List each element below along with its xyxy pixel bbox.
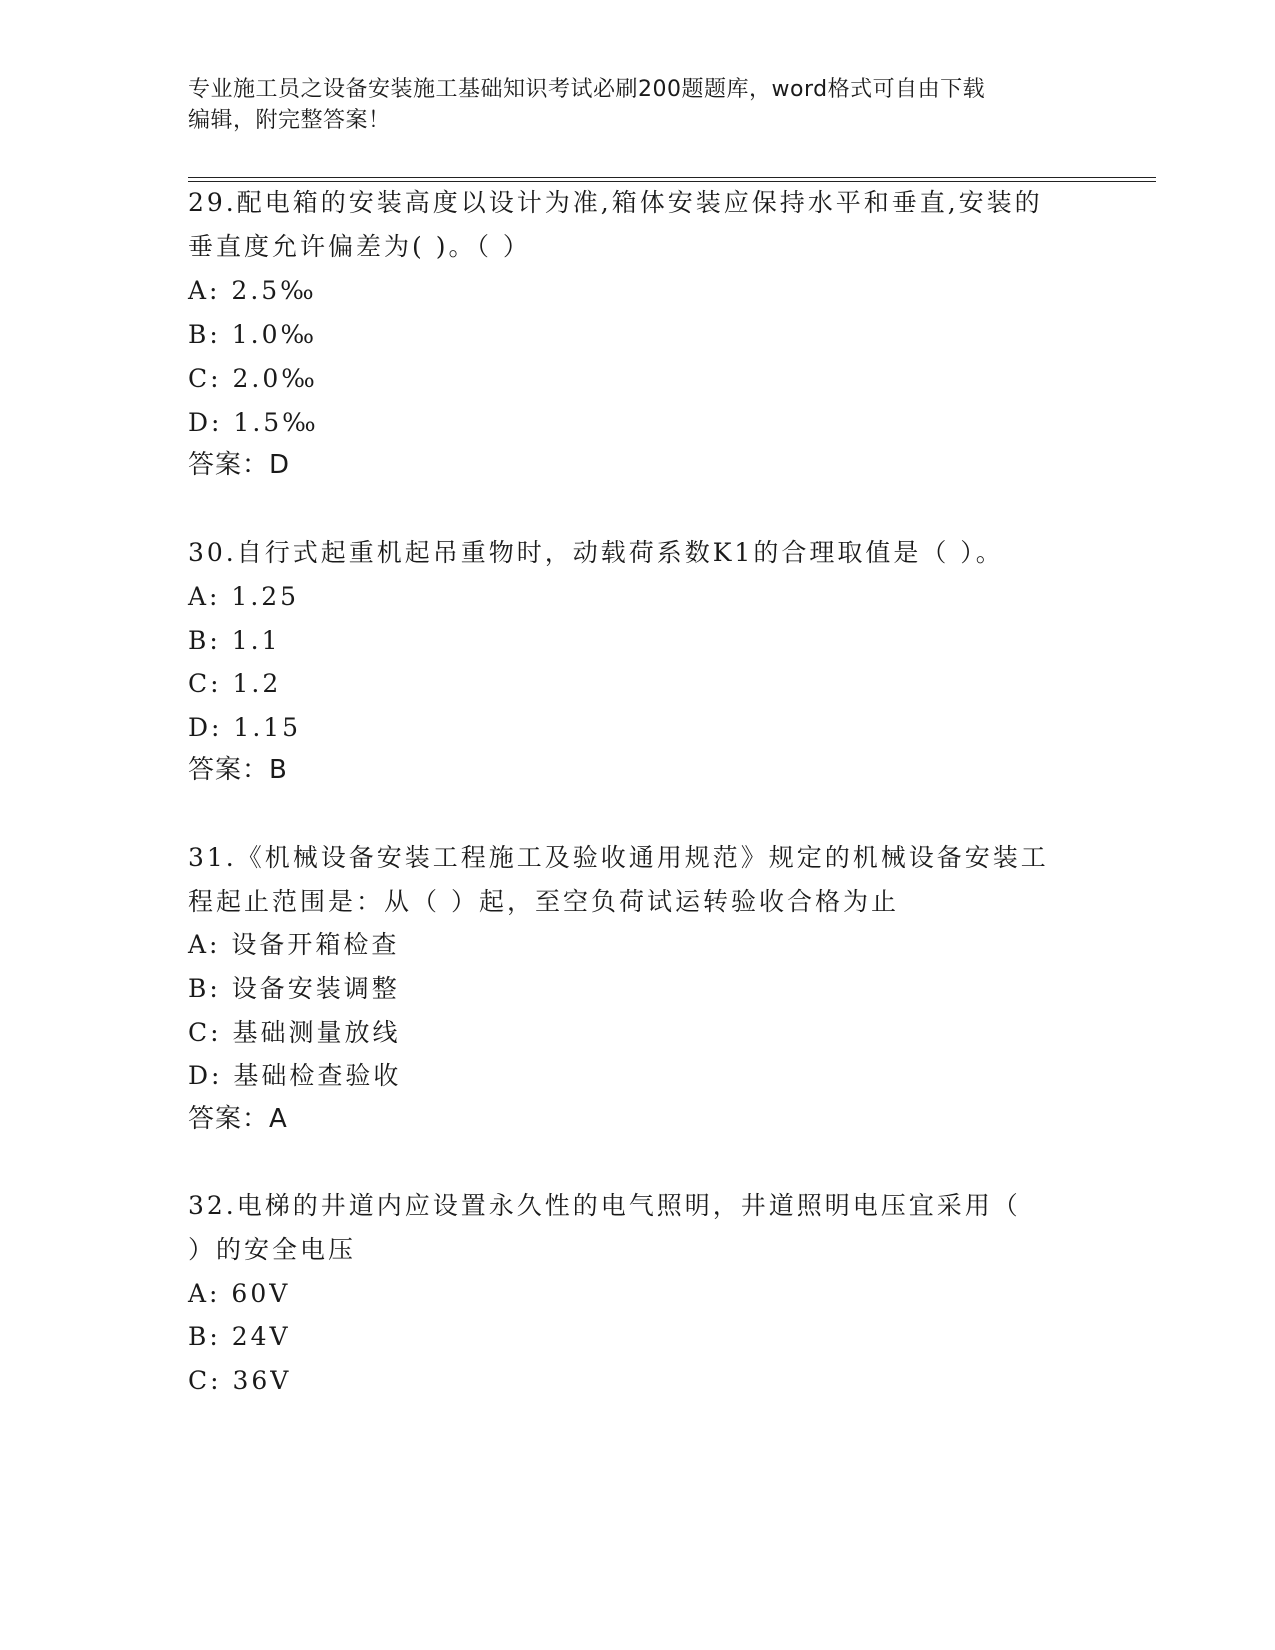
question-31-answer: 答案：A <box>188 1104 288 1134</box>
question-29-answer: 答案：D <box>188 450 291 480</box>
document-header <box>188 74 1068 136</box>
question-32-option-c: C: 36V <box>188 1366 292 1395</box>
question-30-option-b: B: 1.1 <box>188 626 281 655</box>
question-31-option-a: A: 设备开箱检查 <box>188 930 400 959</box>
question-32-stem-line-1: 32.电梯的井道内应设置永久性的电气照明，井道照明电压宜采用（ <box>188 1191 1021 1220</box>
question-29-option-c: C: 2.0‰ <box>188 364 318 393</box>
question-29-stem-line-1: 29.配电箱的安装高度以设计为准,箱体安装应保持水平和垂直,安装的 <box>188 188 1043 217</box>
question-30-stem-line-1: 30.自行式起重机起吊重物时，动载荷系数K1的合理取值是（ ）。 <box>188 538 1004 567</box>
question-32-option-b: B: 24V <box>188 1322 291 1351</box>
question-29-option-d: D: 1.5‰ <box>188 408 319 437</box>
question-31-option-c: C: 基础测量放线 <box>188 1018 401 1047</box>
question-29-option-b: B: 1.0‰ <box>188 320 318 349</box>
header-line-1: 专业施工员之设备安装施工基础知识考试必刷200题题库，word格式可自由下载 <box>188 77 986 102</box>
question-30-answer: 答案：B <box>188 755 288 785</box>
question-30-option-d: D: 1.15 <box>188 713 302 742</box>
question-30-option-c: C: 1.2 <box>188 669 282 698</box>
question-31-stem-line-2: 程起止范围是：从（ ）起，至空负荷试运转验收合格为止 <box>188 887 899 916</box>
header-line-2: 编辑，附完整答案！ <box>188 108 391 133</box>
question-32-stem-line-2: ）的安全电压 <box>188 1235 357 1264</box>
question-32-option-a: A: 60V <box>188 1279 291 1308</box>
question-29-stem-line-2: 垂直度允许偏差为( )。（ ） <box>188 232 531 261</box>
question-31-option-b: B: 设备安装调整 <box>188 974 400 1003</box>
question-31-stem-line-1: 31.《机械设备安装工程施工及验收通用规范》规定的机械设备安装工 <box>188 843 1049 872</box>
question-30-option-a: A: 1.25 <box>188 582 300 611</box>
question-31-option-d: D: 基础检查验收 <box>188 1061 402 1090</box>
question-29-option-a: A: 2.5‰ <box>188 276 317 305</box>
